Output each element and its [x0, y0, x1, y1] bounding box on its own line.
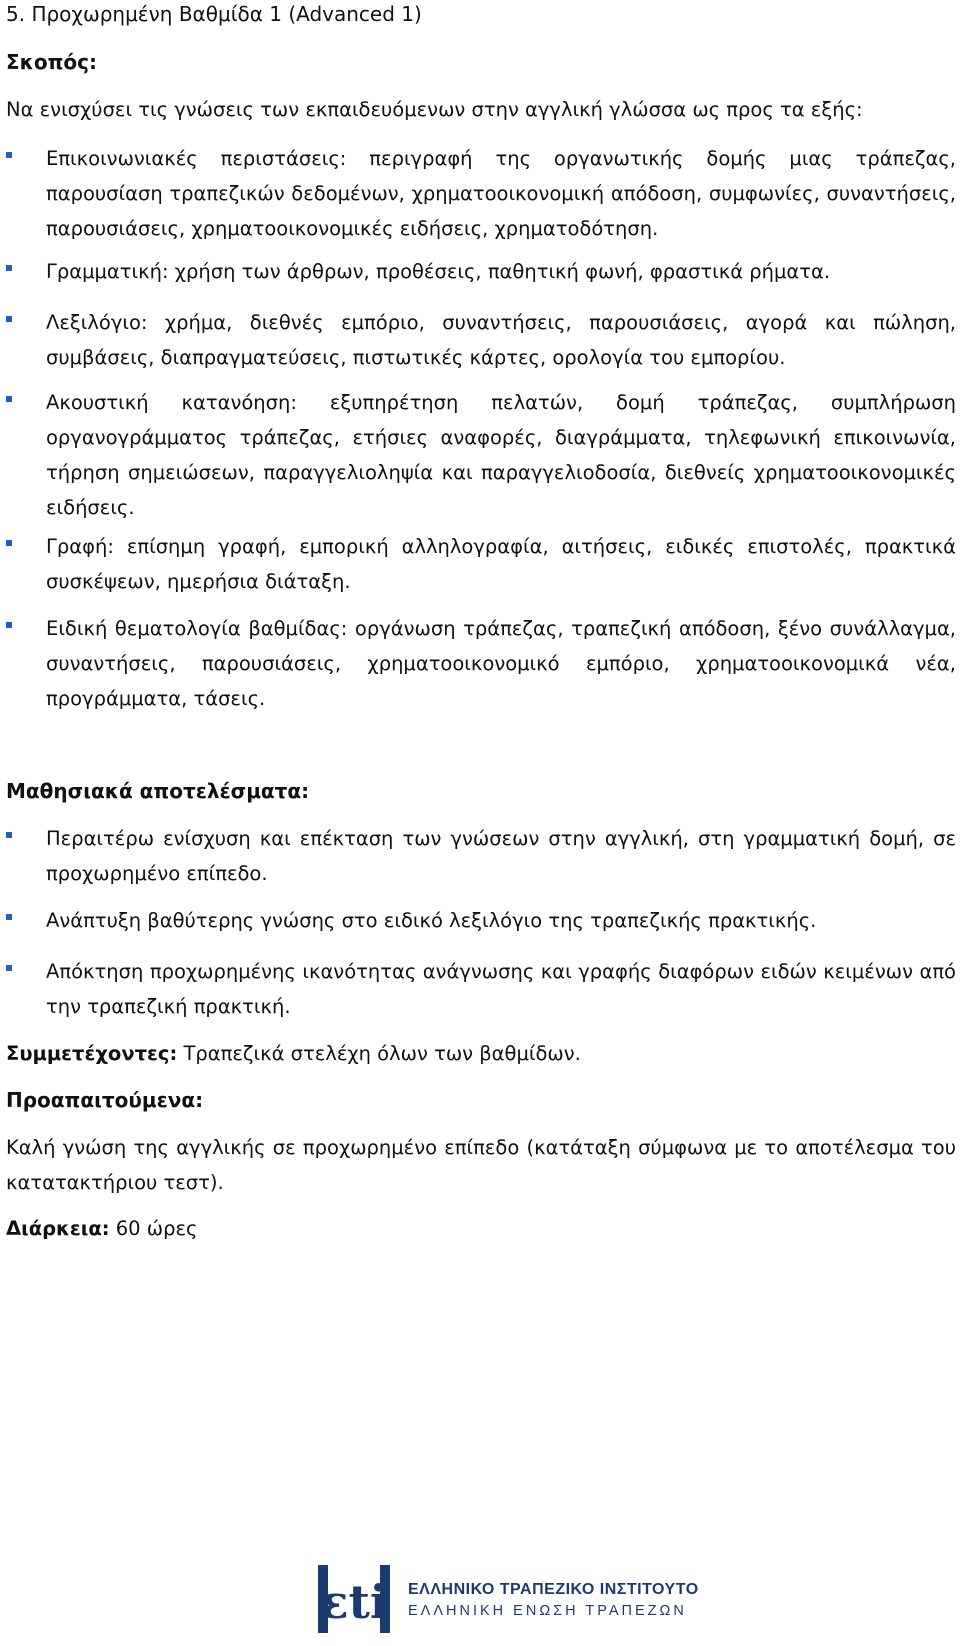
outcome-item-text: Περαιτέρω ενίσχυση και επέκταση των γνώσεων στην αγγλική, στη γραμματική δομή, σε προχωρημένο επίπεδο. — [46, 827, 956, 885]
duration-value: 60 ώρες — [115, 1217, 198, 1240]
logo-mark-text: εti — [320, 1575, 388, 1629]
prereq-heading: Προαπαιτούμενα: — [6, 1088, 204, 1112]
bullet-marker-icon — [6, 152, 12, 158]
goal-heading: Σκοπός: — [6, 50, 98, 74]
section-title: 5. Προχωρημένη Βαθμίδα 1 (Advanced 1) — [6, 2, 422, 26]
bullet-marker-icon — [6, 265, 12, 271]
outcomes-heading: Μαθησιακά αποτελέσματα: — [6, 779, 310, 803]
prereq-text: Καλή γνώση της αγγλικής σε προχωρημένο επίπεδο (κατάταξη σύμφωνα με το αποτέλεσμα του κατατακτήριου τεστ). — [6, 1136, 956, 1194]
outcome-item-text: Ανάπτυξη βαθύτερης γνώσης στο ειδικό λεξιλόγιο της τραπεζικής πρακτικής. — [46, 909, 817, 932]
goal-intro: Να ενισχύσει τις γνώσεις των εκπαιδευόμενων στην αγγλική γλώσσα ως προς τα εξής: — [6, 98, 863, 121]
goal-item-text: Ακουστική κατανόηση: εξυπηρέτηση πελατών, δομή τράπεζας, συμπλήρωση οργανογράμματος τράπεζας, ετήσιες αναφορές, διαγράμματα, τηλεφωνική επικοινωνία, τήρηση σημειώσεων, παραγγελιοληψία και παραγγελιοδοσία, διεθνείς χρηματοοικονομικές ειδήσεις. — [46, 391, 956, 519]
participants-label: Συμμετέχοντες: — [6, 1042, 178, 1065]
duration-line — [6, 1211, 956, 1246]
goal-item-text: Επικοινωνιακές περιστάσεις: περιγραφή της οργανωτικής δομής μιας τράπεζας, παρουσίαση τραπεζικών δεδομένων, χρηματοοικονομική απόδοση, συμφωνίες, συναντήσεις, παρουσιάσεις, χρηματοοικονομικές ειδήσεις, χρηματοδότηση. — [46, 147, 956, 240]
goal-item-text: Γραμματική: χρήση των άρθρων, προθέσεις, παθητική φωνή, φραστικά ρήματα. — [46, 260, 831, 283]
participants-line — [6, 1036, 956, 1071]
goal-item-text: Γραφή: επίσημη γραφή, εμπορική αλληλογραφία, αιτήσεις, ειδικές επιστολές, πρακτικά συσκέψεων, ημερήσια διάταξη. — [46, 535, 956, 593]
bullet-marker-icon — [6, 540, 12, 546]
bullet-marker-icon — [6, 965, 12, 971]
bullet-marker-icon — [6, 316, 12, 322]
bullet-marker-icon — [6, 832, 12, 838]
outcome-item-text: Απόκτηση προχωρημένης ικανότητας ανάγνωσης και γραφής διαφόρων ειδών κειμένων από την τραπεζική πρακτική. — [46, 960, 956, 1018]
institute-logo — [318, 1563, 718, 1635]
bullet-marker-icon — [6, 396, 12, 402]
eti-logo-icon — [318, 1563, 390, 1635]
duration-label: Διάρκεια: — [6, 1217, 110, 1240]
bullet-marker-icon — [6, 622, 12, 628]
bullet-marker-icon — [6, 914, 12, 920]
goal-item-text: Λεξιλόγιο: χρήμα, διεθνές εμπόριο, συναντήσεις, παρουσιάσεις, αγορά και πώληση, συμβάσεις, διαπραγματεύσεις, πιστωτικές κάρτες, ορολογία του εμπορίου. — [46, 311, 956, 369]
logo-line-2: ΕΛΛΗΝΙΚΗ ΕΝΩΣΗ ΤΡΑΠΕΖΩΝ — [408, 1603, 687, 1619]
goal-item-text: Ειδική θεματολογία βαθμίδας: οργάνωση τράπεζας, τραπεζική απόδοση, ξένο συνάλλαγμα, συναντήσεις, παρουσιάσεις, χρηματοοικονομικό εμπόριο, χρηματοοικονομικά νέα, προγράμματα, τάσεις. — [46, 617, 956, 710]
logo-line-1: ΕΛΛΗΝΙΚΟ ΤΡΑΠΕΖΙΚΟ ΙΝΣΤΙΤΟΥΤΟ — [408, 1581, 699, 1598]
participants-value: Τραπεζικά στελέχη όλων των βαθμίδων. — [183, 1042, 581, 1065]
